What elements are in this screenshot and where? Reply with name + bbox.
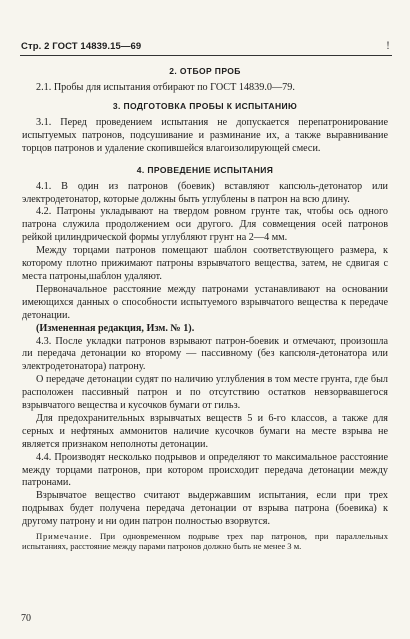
footnote xyxy=(22,531,388,551)
document-body xyxy=(22,64,388,552)
running-head: Стр. 2 ГОСТ 14839.15—69 xyxy=(21,41,142,52)
footnote-text: При одновременном подрыве трех пар патронов, при параллельных испытаниях, расстояние между парами патронов должно быть не менее 3 м. xyxy=(22,531,388,552)
para-4-2-cont-2: Первоначальное расстояние между патронами устанавливают на основании имеющихся данных о способности испытуемого взрывчатого вещества к передаче детонации. xyxy=(22,283,388,321)
header-rule xyxy=(20,55,392,56)
section-2-title: 2. ОТБОР ПРОБ xyxy=(169,66,241,76)
para-4-4-cont: Взрывчатое вещество считают выдержавшим испытания, если при трех подрывах будет получена передача детонации от взрыва патрона (боевика) к другому патрону и ни один патрон полностью взорвутся. xyxy=(22,490,388,528)
amendment-note: (Измененная редакция, Изм. № 1). xyxy=(36,322,195,334)
section-4-title: 4. ПРОВЕДЕНИЕ ИСПЫТАНИЯ xyxy=(136,164,274,175)
para-4-2: 4.2. Патроны укладывают на твердом ровном грунте так, чтобы ось одного патрона служила продолжением оси другого. Для совмещения осей патронов рейкой цилиндрической формы углубляют грунт на 2—4 мм. xyxy=(22,206,388,244)
para-3-1: 3.1. Перед проведением испытания не допускается перепатронирование испытуемых патронов, подсушивание и разминание их, а также выравнивание торцов патронов и удаление скопившейся влагоизолирующей смеси. xyxy=(22,116,388,154)
para-4-3: 4.3. После укладки патронов взрывают патрон-боевик и отмечают, произошла ли передача детонации ко второму — пассивному (без капсюля-детонатора или электродетонатора) патрону. xyxy=(22,335,388,373)
para-2-1: 2.1. Пробы для испытания отбирают по ГОСТ 14839.0—79. xyxy=(36,82,295,93)
section-3-title: 3. ПОДГОТОВКА ПРОБЫ К ИСПЫТАНИЮ xyxy=(112,100,298,111)
para-4-3-cont-1: О передаче детонации судят по наличию углубления в том месте грунта, где был расположен пассивный патрон и по отсутствию остатков невзорвавшегося взрывчатого вещества и кусочков бумаги от гильз. xyxy=(22,374,388,412)
corner-mark: ! xyxy=(386,38,390,52)
footnote-label: Примечание. xyxy=(36,531,93,542)
para-4-2-cont-1: Между торцами патронов помещают шаблон соответствующего размера, к которому плотно прижимают патроны взрывчатого вещества, затем, не сдвигая с места патроны,шаблон удаляют. xyxy=(22,245,388,282)
para-4-1: 4.1. В один из патронов (боевик) вставляют капсюль-детонатор или электродетонатор, которые должны быть углублены в патрон на всю длину. xyxy=(22,180,388,205)
para-4-3-cont-2: Для предохранительных взрывчатых веществ 5 и 6-го классов, а также для серных и нефтяных аммонитов наличие кусочков бумаги на месте взрыва не является признаком неполноты детонации. xyxy=(22,412,388,450)
para-4-4: 4.4. Производят несколько подрывов и определяют то максимальное расстояние между торцами патронов, при котором происходит передача детонации между патронами. xyxy=(22,451,388,489)
page-number: 70 xyxy=(21,613,31,624)
